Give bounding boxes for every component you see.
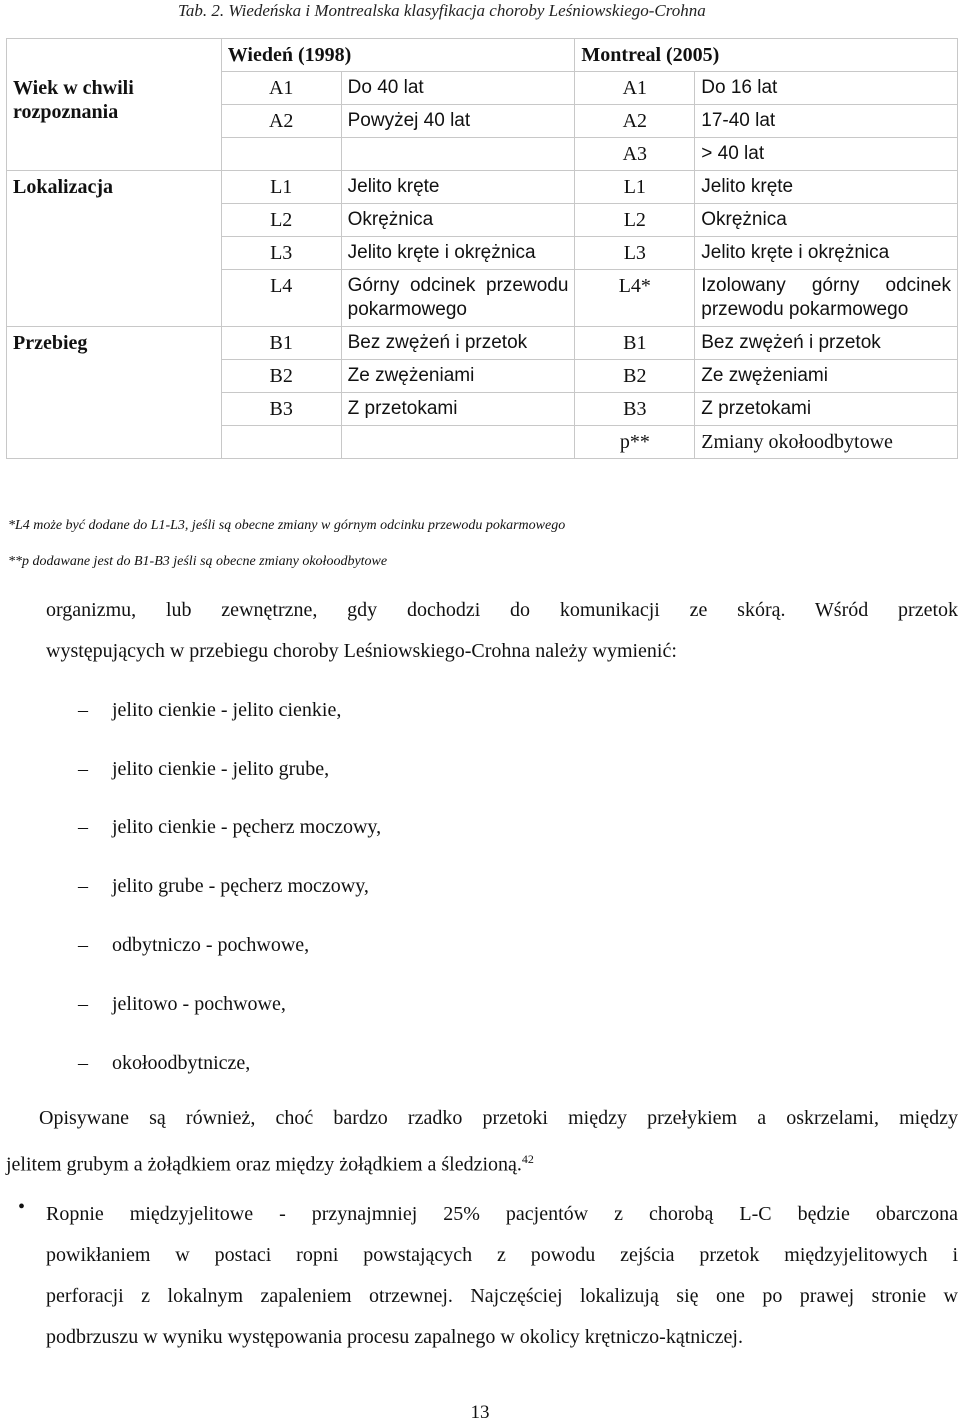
- montreal-code: B3: [575, 393, 695, 426]
- list-item: [78, 698, 341, 722]
- list-item: [78, 1051, 250, 1075]
- list-item-text: jelitowo - pochwowe,: [112, 993, 286, 1015]
- list-item: [78, 992, 286, 1016]
- vienna-desc: Bez zwężeń i przetok: [341, 327, 575, 360]
- page-number: 13: [470, 1402, 490, 1423]
- vienna-code: B2: [221, 360, 341, 393]
- vienna-code: L1: [221, 171, 341, 204]
- dash-marker: –: [78, 699, 88, 721]
- vienna-code: [221, 138, 341, 171]
- section-label-behavior: Przebieg: [7, 327, 222, 459]
- table-row: [7, 327, 958, 360]
- montreal-desc: Okrężnica: [695, 204, 958, 237]
- table-row: [7, 72, 958, 105]
- list-item-text: jelito grube - pęcherz moczowy,: [112, 875, 369, 897]
- dash-marker: –: [78, 875, 88, 897]
- section-label-age: Wiek w chwili rozpoznania: [7, 72, 222, 171]
- vienna-desc: Z przetokami: [341, 393, 575, 426]
- montreal-desc: > 40 lat: [695, 138, 958, 171]
- montreal-code: p**: [575, 426, 695, 459]
- list-item: [78, 757, 329, 781]
- montreal-header: Montreal (2005): [575, 39, 958, 72]
- vienna-desc: Ze zwężeniami: [341, 360, 575, 393]
- vienna-desc: [341, 426, 575, 459]
- dash-marker: –: [78, 934, 88, 956]
- footnote-l4: *L4 może być dodane do L1-L3, jeśli są obecne zmiany w górnym odcinku przewodu pokarmowego: [8, 518, 566, 533]
- list-item-text: jelito cienkie - jelito grube,: [112, 758, 330, 780]
- vienna-code: B3: [221, 393, 341, 426]
- montreal-code: L2: [575, 204, 695, 237]
- vienna-code: L3: [221, 237, 341, 270]
- montreal-desc: Bez zwężeń i przetok: [695, 327, 958, 360]
- list-item-text: jelito cienkie - pęcherz moczowy,: [112, 816, 382, 838]
- table-row: [7, 171, 958, 204]
- list-item-text: okołoodbytnicze,: [112, 1052, 251, 1074]
- paragraph-line: perforacji z lokalnym zapaleniem otrzewnej. Najczęściej lokalizują się one po prawej stronie w: [46, 1285, 958, 1307]
- paragraph-line: podbrzuszu w wyniku występowania procesu zapalnego w okolicy krętniczo-kątniczej.: [46, 1326, 743, 1348]
- vienna-code: L4: [221, 270, 341, 327]
- montreal-desc: Izolowany górny odcinek przewodu pokarmowego: [695, 270, 958, 327]
- bullet-icon: •: [18, 1196, 26, 1218]
- montreal-code: L3: [575, 237, 695, 270]
- vienna-desc: Górny odcinek przewodu pokarmowego: [341, 270, 575, 327]
- vienna-code: A2: [221, 105, 341, 138]
- paragraph-line: występujących w przebiegu choroby Leśniowskiego-Crohna należy wymienić:: [46, 640, 677, 662]
- paragraph-text: jelitem grubym a żołądkiem oraz między żołądkiem a śledzioną.: [6, 1153, 522, 1176]
- table-header-row: [7, 39, 958, 72]
- footnote-p: **p dodawane jest do B1-B3 jeśli są obecne zmiany okołoodbytowe: [8, 554, 388, 569]
- section-label-location: Lokalizacja: [7, 171, 222, 327]
- paragraph-line: Opisywane są również, choć bardzo rzadko przetoki między przełykiem a oskrzelami, między: [39, 1107, 958, 1129]
- vienna-code: A1: [221, 72, 341, 105]
- montreal-code: B2: [575, 360, 695, 393]
- vienna-code: [221, 426, 341, 459]
- montreal-desc: 17-40 lat: [695, 105, 958, 138]
- montreal-code: L1: [575, 171, 695, 204]
- vienna-desc: Powyżej 40 lat: [341, 105, 575, 138]
- paragraph-line: [6, 1139, 958, 1186]
- paragraph-line: organizmu, lub zewnętrzne, gdy dochodzi do komunikacji ze skórą. Wśród przetok: [46, 599, 958, 621]
- montreal-code: B1: [575, 327, 695, 360]
- classification-table: [6, 38, 958, 459]
- vienna-code: B1: [221, 327, 341, 360]
- table-caption: Tab. 2. Wiedeńska i Montrealska klasyfikacja choroby Leśniowskiego-Crohna: [178, 1, 706, 20]
- list-item: [78, 933, 309, 957]
- montreal-code: L4*: [575, 270, 695, 327]
- vienna-desc: Do 40 lat: [341, 72, 575, 105]
- dash-marker: –: [78, 758, 88, 780]
- montreal-code: A2: [575, 105, 695, 138]
- vienna-desc: Okrężnica: [341, 204, 575, 237]
- paragraph-rare-fistulas: [6, 1098, 958, 1186]
- montreal-desc: Do 16 lat: [695, 72, 958, 105]
- montreal-desc: Z przetokami: [695, 393, 958, 426]
- dash-marker: –: [78, 1052, 88, 1074]
- paragraph-line: powikłaniem w postaci ropni powstających z powodu zejścia przetok międzyjelitowych i: [46, 1244, 958, 1266]
- montreal-code: A3: [575, 138, 695, 171]
- paragraph-abscesses: [46, 1194, 958, 1358]
- list-item-text: jelito cienkie - jelito cienkie,: [112, 699, 342, 721]
- list-item-text: odbytniczo - pochwowe,: [112, 934, 310, 956]
- dash-marker: –: [78, 816, 88, 838]
- dash-marker: –: [78, 993, 88, 1015]
- blank-corner: [7, 39, 222, 72]
- reference-number: 42: [521, 1152, 534, 1166]
- vienna-header: Wiedeń (1998): [221, 39, 575, 72]
- montreal-desc: Zmiany okołoodbytowe: [695, 426, 958, 459]
- paragraph-fistulas: [46, 590, 958, 672]
- montreal-code: A1: [575, 72, 695, 105]
- vienna-desc: Jelito kręte i okrężnica: [341, 237, 575, 270]
- vienna-code: L2: [221, 204, 341, 237]
- vienna-desc: [341, 138, 575, 171]
- paragraph-line: Ropnie międzyjelitowe - przynajmniej 25% pacjentów z chorobą L-C będzie obarczona: [46, 1203, 958, 1225]
- vienna-desc: Jelito kręte: [341, 171, 575, 204]
- montreal-desc: Jelito kręte i okrężnica: [695, 237, 958, 270]
- list-item: [78, 815, 381, 839]
- montreal-desc: Jelito kręte: [695, 171, 958, 204]
- montreal-desc: Ze zwężeniami: [695, 360, 958, 393]
- list-item: [78, 874, 369, 898]
